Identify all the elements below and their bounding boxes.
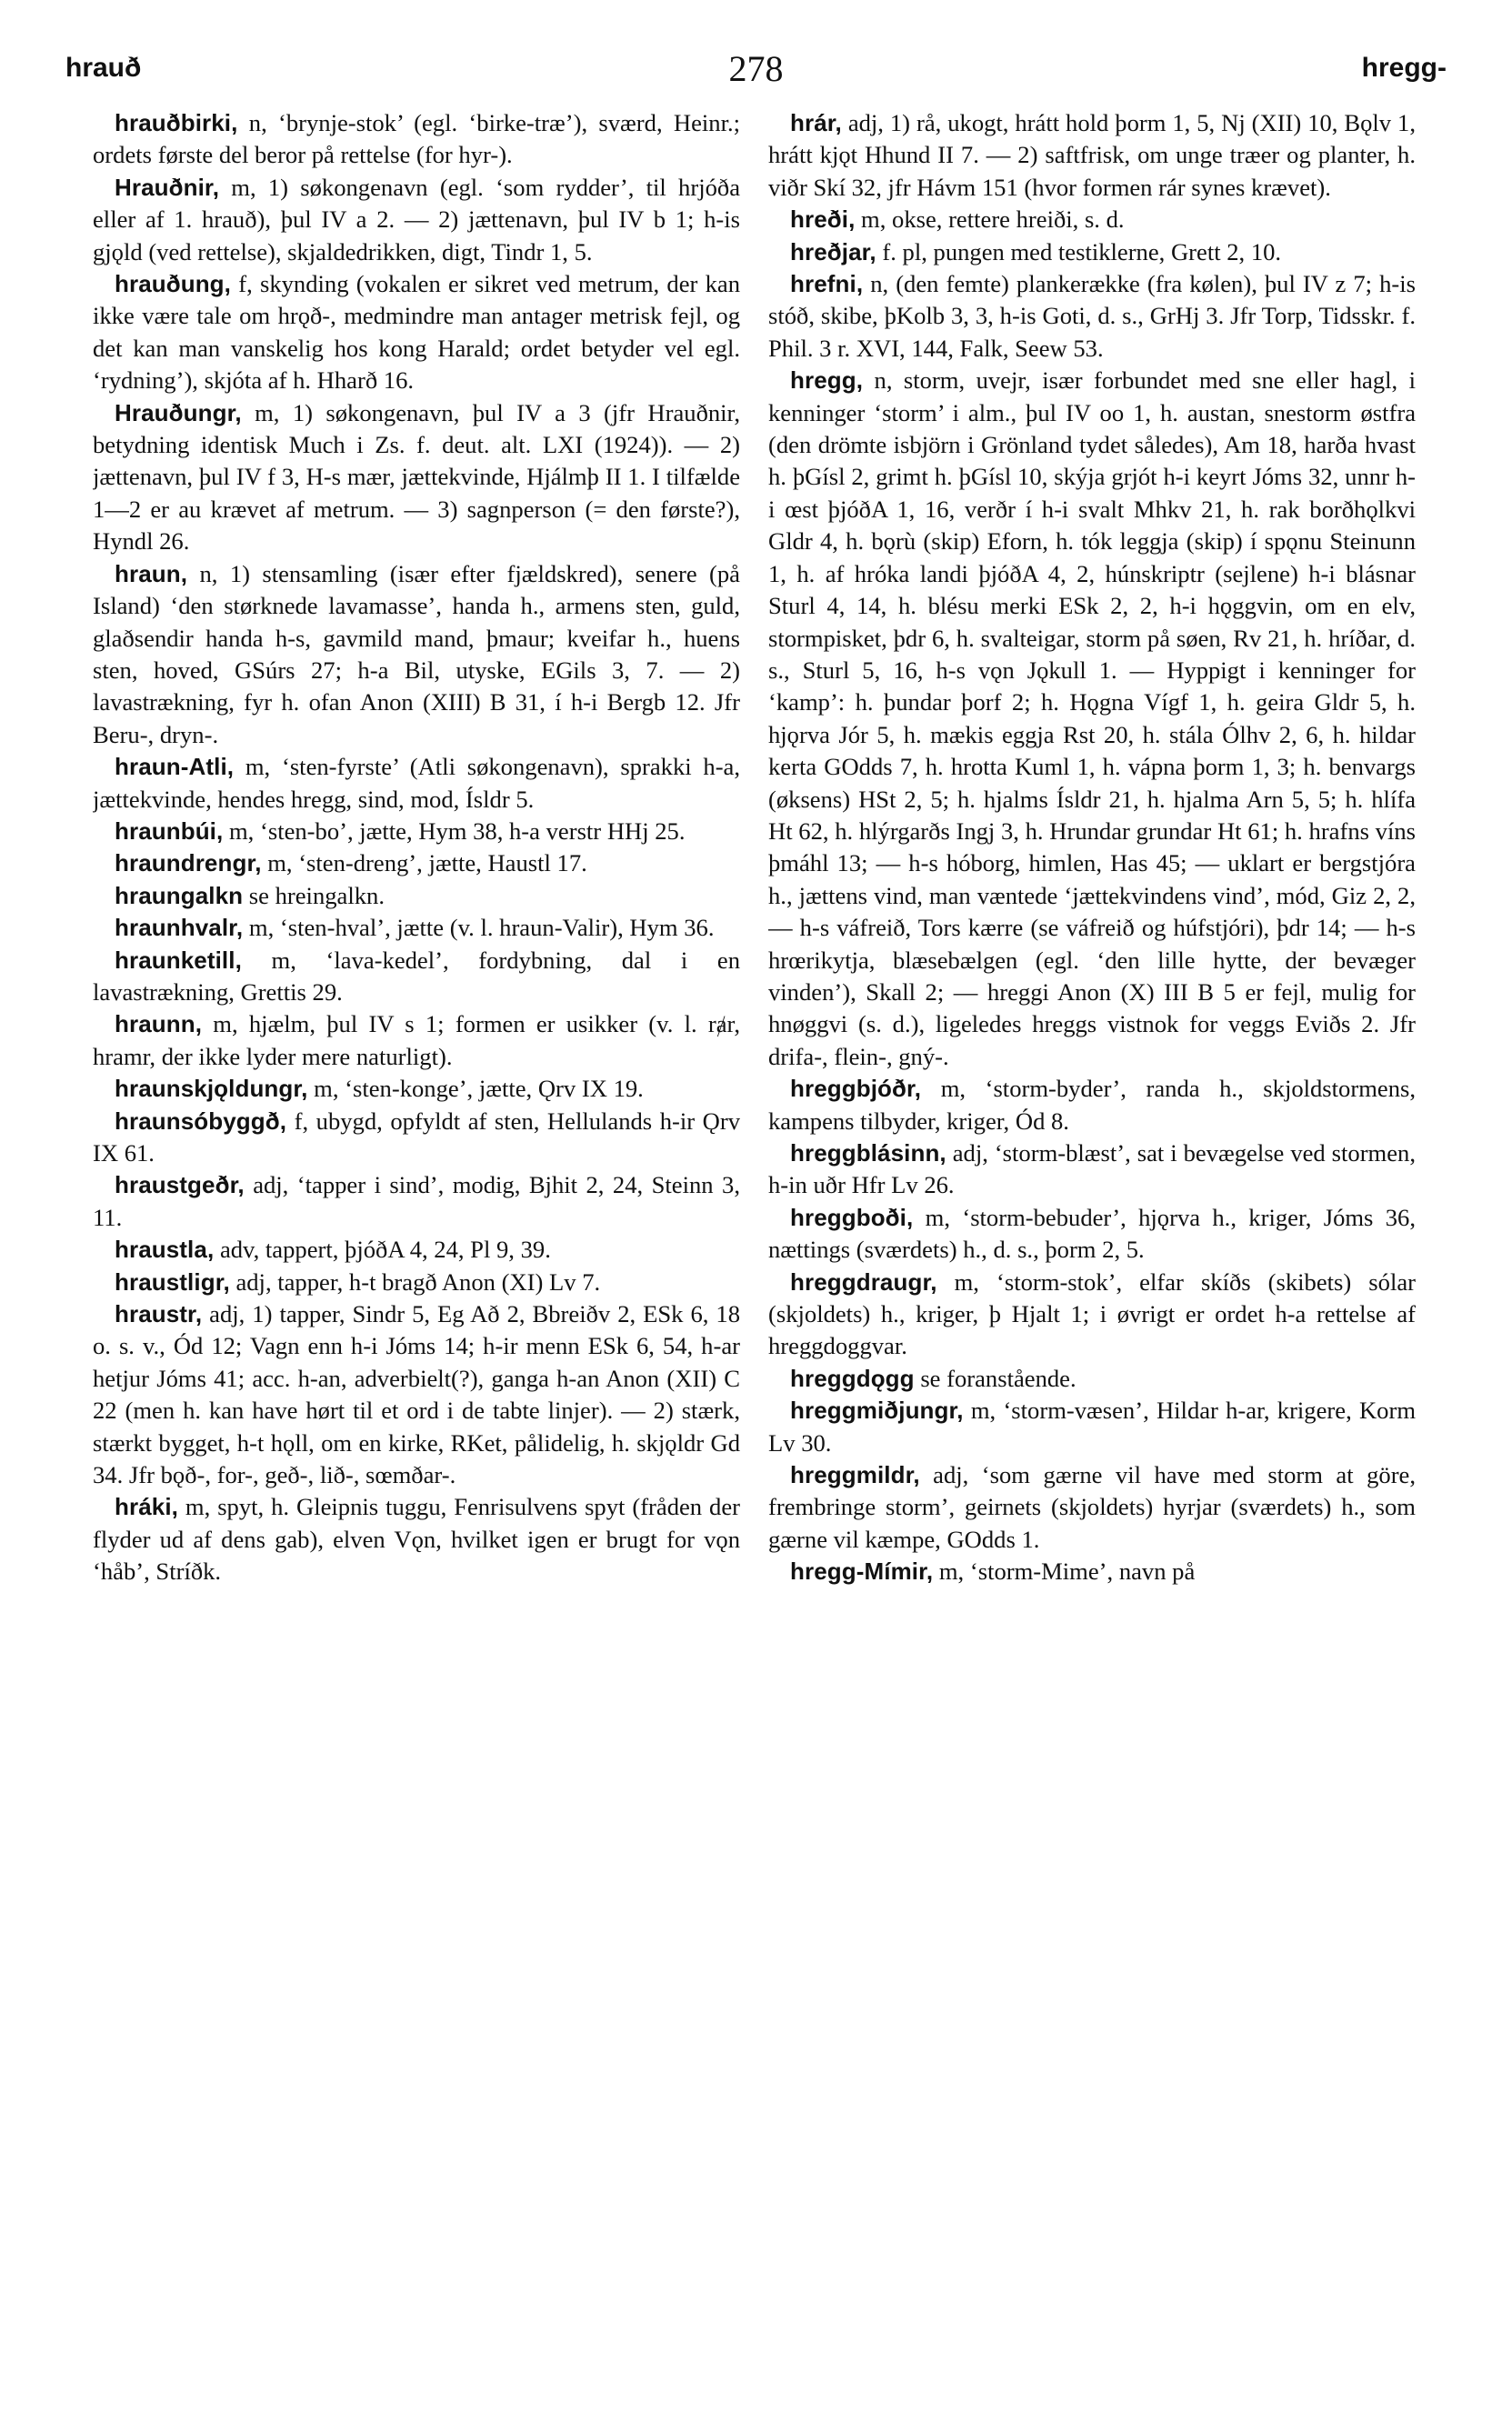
dictionary-entry bbox=[93, 751, 740, 816]
headword: hráki, bbox=[115, 1493, 178, 1521]
running-head bbox=[65, 47, 1447, 91]
dictionary-entry bbox=[768, 268, 1416, 365]
headword: hreggmiðjungr, bbox=[790, 1397, 964, 1425]
headword: hraustr, bbox=[115, 1300, 203, 1328]
definition-text: m, spyt, h. Gleipnis tuggu, Fenrisulvens spyt (fråden der flyder ud af dens gab), elven Vǫn, hvilket igen er brugt for vǫn ‘håb’, Stríðk. bbox=[93, 1493, 740, 1586]
dictionary-entry bbox=[768, 1267, 1416, 1363]
definition-text: m, ‘sten-dreng’, jætte, Haustl 17. bbox=[267, 849, 587, 877]
dictionary-entry bbox=[768, 204, 1416, 235]
dictionary-entry bbox=[93, 816, 740, 847]
headword: hraun, bbox=[115, 559, 188, 587]
dictionary-entry bbox=[768, 1395, 1416, 1459]
headword: hrefni, bbox=[790, 270, 864, 298]
definition-text: adj, 1) tapper, Sindr 5, Eg Að 2, Bbreiðv 2, ESk 6, 18 o. s. v., Ód 12; Vagn enn h-i Jóms 14; h-ir menn ESk 6, 54, h-ar hetjur Jóms 41; acc. h-an, adverbielt(?), ganga h-an Anon (XII) C 22 (men h. kan have hørt til et ord i de tabte linjer). — 2) stærk, stærkt bygget, h-t hǫll, om en kirke, RKet, pålidelig, h. skjǫldr Gd 34. Jfr bǫð-, for-, geð-, lið-, sœmðar-. bbox=[93, 1300, 740, 1489]
definition-text: m, hjælm, þul IV s 1; formen er usikker (v. l. rⱥr, hramr, der ikke lyder mere naturligt). bbox=[93, 1010, 740, 1070]
headword: hraun-Atli, bbox=[115, 753, 235, 781]
definition-text: m, ‘storm-stok’, elfar skíðs (skibets) sólar (skjoldets) h., kriger, þ Hjalt 1; i øvrigt er ordet h-a rettelse af hreggdoggvar. bbox=[768, 1267, 1416, 1360]
definition-text: adv, tappert, þjóðA 4, 24, Pl 9, 39. bbox=[219, 1236, 551, 1264]
definition-text: m, 1) søkongenavn, þul IV a 3 (jfr Hrauðnir, betydning identisk Much i Zs. f. deut. alt. LXI (1924)). — 2) jættenavn, þul IV f 3, H-s mær, jættekvinde, Hjálmþ II 1. I tilfælde 1—2 er au krævet af metrum. — 3) sagnperson (= den første?), Hyndl 26. bbox=[93, 398, 740, 556]
definition-text: se foranstående. bbox=[920, 1364, 1076, 1392]
dictionary-entry bbox=[93, 1073, 740, 1105]
definition-text: f. pl, pungen med testiklerne, Grett 2, 10. bbox=[882, 237, 1282, 265]
headword: hreðjar, bbox=[790, 237, 876, 265]
dictionary-entry bbox=[93, 558, 740, 751]
dictionary-entry bbox=[93, 1298, 740, 1491]
definition-text: m, ‘sten-bo’, jætte, Hym 38, h-a verstr HHj 25. bbox=[229, 816, 686, 845]
headword: hraustla, bbox=[115, 1236, 215, 1264]
dictionary-entry bbox=[93, 880, 740, 912]
definition-text: adj, 1) rå, ukogt, hrátt hold þorm 1, 5, Nj (XII) 10, Bǫlv 1, hrátt kjǫt Hhund II 7. — 2) saftfrisk, om unge træer og planter, h. viðr Skí 32, jfr Hávm 151 (hvor formen rár synes krævet). bbox=[768, 109, 1416, 201]
dictionary-entry bbox=[768, 365, 1416, 1073]
definition-text: m, ‘sten-hval’, jætte (v. l. hraun-Valir), Hym 36. bbox=[248, 914, 715, 942]
headword: hrár, bbox=[790, 109, 842, 136]
definition-text: n, ‘brynje-stok’ (egl. ‘birke-træ’), sværd, Heinr.; ordets første del beror på rettelse (for hyr-). bbox=[93, 109, 740, 169]
dictionary-entry bbox=[93, 1106, 740, 1170]
page-number: 278 bbox=[728, 48, 784, 89]
dictionary-entry bbox=[768, 1137, 1416, 1202]
definition-text: m, 1) søkongenavn (egl. ‘som rydder’, til hrjóða eller af 1. hrauð), þul IV a 2. — 2) jættenavn, þul IV b 1; h-is gjǫld (ved rettelse), skjaldedrikken, digt, Tindr 1, 5. bbox=[93, 173, 740, 265]
headword: Hrauðungr, bbox=[115, 398, 242, 426]
dictionary-entry bbox=[93, 1008, 740, 1073]
definition-text: adj, ‘tapper i sind’, modig, Bjhit 2, 24, Steinn 3, 11. bbox=[93, 1171, 740, 1231]
definition-text: m, ‘storm-væsen’, Hildar h-ar, krigere, Korm Lv 30. bbox=[768, 1397, 1416, 1457]
dictionary-entry bbox=[768, 1363, 1416, 1395]
dictionary-entry bbox=[93, 397, 740, 558]
headword: hregg-Mímir, bbox=[790, 1558, 934, 1586]
definition-text: m, ‘lava-kedel’, fordybning, dal i en lavastrækning, Grettis 29. bbox=[93, 946, 740, 1006]
definition-text: m, ‘storm-Mime’, navn på bbox=[938, 1558, 1196, 1586]
headword: hraunketill, bbox=[115, 946, 242, 974]
dictionary-entry bbox=[768, 1459, 1416, 1556]
definition-text: n, storm, uvejr, især forbundet med sne eller hagl, i kenninger ‘storm’ i alm., þul IV oo 1, h. austan, snestorm østfra (den drömte isbjörn i Grönland tydet således), Am 18, harða hvast h. þGísl 2, grimt h. þGísl 10, skýja grjót h-i keyrt Jóms 32, unnr h-i œst þjóðA 1, 16, verðr í h-i svalt Mhkv 21, h. rak borðhǫlkvi Gldr 4, h. bǫrù (skip) Eforn, h. tók leggja (skip) í spǫnu Steinunn 1, h. af hróka landi þjóðA 4, 2, húnskriptr (sejlene) h-i blásnar Sturl 4, 14, h. blésu merki ESk 2, 2, h-i hǫggvin, om en elv, stormpisket, þdr 6, h. svalteigar, storm på søen, Rv 21, h. hríðar, d. s., Sturl 5, 16, h-s vǫn Jǫkull 1. — Hyppigt i kenninger for ‘kamp’: h. þundar þorf 2; h. Hǫgna Vígf 1, h. geira Gldr 5, h. hjǫrva Jór 5, h. mækis eggja Rst 20, h. stála Ólhv 2, 6, h. hildar kerta GOdds 7, h. hrotta Kuml 1, h. vápna þorm 1, 3; h. benvargs (øksens) HSt 2, 5; h. hjalms Ísldr 21, h. hjalma Arn 5, 5; h. hlífa Ht 62, h. hlýrgarðs Ingj 3, h. Hrundar grundar Ht 61; h. hrafns víns þmáhl 13; — h-s hóborg, himlen, Has 45; — uklart er bergstjóra h., jættens vind, man væntede ‘jættekvindens vind’, mód, Giz 2, 2, — h-s váfreið, Tors kærre (se váfreið og húfstjóri), þdr 14; — h-s hrœrikytja, blæsebælgen (egl. ‘den lille hytte, der bevæger vinden’), Skall 2; — hreggi Anon (X) III B 5 er fejl, mulig for hnøggvi (s. d.), ligeledes hreggs vistnok for veggs Eviðs 2. Jfr drifa-, flein-, gný-. bbox=[768, 366, 1416, 1070]
definition-text: m, ‘storm-bebuder’, hjǫrva h., kriger, Jóms 36, nættings (sværdets) h., d. s., þorm 2, 5. bbox=[768, 1203, 1416, 1264]
dictionary-entry bbox=[768, 1202, 1416, 1267]
headword: hreggdraugr, bbox=[790, 1267, 937, 1296]
headword: hreggdǫgg bbox=[790, 1364, 915, 1392]
headword: hraungalkn bbox=[115, 881, 244, 909]
dictionary-entry bbox=[93, 847, 740, 879]
left-column bbox=[93, 107, 740, 2380]
headword: hreggmildr, bbox=[790, 1461, 920, 1489]
headword: hraunn, bbox=[115, 1010, 203, 1038]
dictionary-entry bbox=[93, 912, 740, 944]
headword: hrauðbirki, bbox=[115, 109, 238, 136]
dictionary-entry bbox=[768, 236, 1416, 268]
dictionary-entry bbox=[93, 1267, 740, 1298]
headword: hreggbjóðr, bbox=[790, 1075, 922, 1103]
guide-word-left: hrauð bbox=[65, 53, 142, 83]
definition-text: m, ‘sten-konge’, jætte, Ǫrv IX 19. bbox=[314, 1075, 644, 1103]
definition-text: f, ubygd, opfyldt af sten, Hellulands h-ir Ǫrv IX 61. bbox=[93, 1107, 740, 1167]
headword: hreði, bbox=[790, 205, 856, 234]
guide-word-right: hregg- bbox=[1361, 53, 1447, 83]
definition-text: adj, ‘som gærne vil have med storm at göre, frembringe storm’, geirnets (skjoldets) hyrjar (sværdets) h., som gærne vil kæmpe, GOdds 1. bbox=[768, 1461, 1416, 1553]
dictionary-entry bbox=[93, 107, 740, 172]
headword: hraunsóbyggð, bbox=[115, 1107, 287, 1135]
headword: Hrauðnir, bbox=[115, 173, 220, 201]
dictionary-entry bbox=[93, 268, 740, 397]
definition-text: n, 1) stensamling (især efter fjældskred), senere (på Island) ‘den størknede lavamasse’, handa h., armens sten, guld, glaðsendir handa h-s, gavmild mand, þmaur; kveifar h., huens sten, hoved, GSúrs 27; h-a Bil, utyske, EGils 3, 7. — 2) lavastrækning, fyr h. ofan Anon (XIII) B 31, í h-i Bergb 12. Jfr Beru-, dryn-. bbox=[93, 559, 740, 748]
definition-text: m, ‘sten-fyrste’ (Atli søkongenavn), sprakki h-a, jættekvinde, hendes hregg, sind, mod, Ísldr 5. bbox=[93, 753, 740, 813]
headword: hraundrengr, bbox=[115, 849, 262, 877]
dictionary-entry bbox=[93, 172, 740, 268]
definition-text: adj, ‘storm-blæst’, sat i bevægelse ved stormen, h-in uðr Hfr Lv 26. bbox=[768, 1139, 1416, 1199]
dictionary-entry bbox=[768, 1073, 1416, 1137]
headword: hraustligr, bbox=[115, 1267, 230, 1296]
definition-text: f, skynding (vokalen er sikret ved metrum, der kan ikke være tale om hrǫð-, medmindre man antager metrisk fejl, og det kan man vanskelig hos kong Harald; ordet betyder vel egl. ‘rydning’), skjóta af h. Hharð 16. bbox=[93, 270, 740, 395]
dictionary-entry bbox=[768, 1556, 1416, 1588]
right-column bbox=[768, 107, 1416, 2380]
headword: hreggblásinn, bbox=[790, 1139, 946, 1167]
definition-text: m, ‘storm-byder’, randa h., skjoldstormens, kampens tilbyder, kriger, Ód 8. bbox=[768, 1075, 1416, 1135]
headword: hraunhvalr, bbox=[115, 914, 244, 942]
definition-text: n, (den femte) plankerække (fra kølen), þul IV z 7; h-is stóð, skibe, þKolb 3, 3, h-is Goti, d. s., GrHj 3. Jfr Torp, Tidsskr. f. Phil. 3 r. XVI, 144, Falk, Seew 53. bbox=[768, 270, 1416, 362]
headword: hrauðung, bbox=[115, 270, 231, 298]
headword: hregg, bbox=[790, 366, 864, 395]
definition-text: m, okse, rettere hreiði, s. d. bbox=[861, 205, 1125, 234]
headword: hreggboði, bbox=[790, 1203, 914, 1231]
definition-text: adj, tapper, h-t bragð Anon (XI) Lv 7. bbox=[235, 1267, 601, 1296]
dictionary-entry bbox=[768, 107, 1416, 204]
headword: hraunbúi, bbox=[115, 816, 224, 845]
dictionary-entry bbox=[93, 1234, 740, 1266]
dictionary-entry bbox=[93, 945, 740, 1009]
headword: hraustgeðr, bbox=[115, 1171, 245, 1199]
dictionary-entry bbox=[93, 1491, 740, 1588]
headword: hraunskjǫldungr, bbox=[115, 1075, 308, 1103]
definition-text: se hreingalkn. bbox=[248, 881, 385, 909]
dictionary-entry bbox=[93, 1169, 740, 1234]
